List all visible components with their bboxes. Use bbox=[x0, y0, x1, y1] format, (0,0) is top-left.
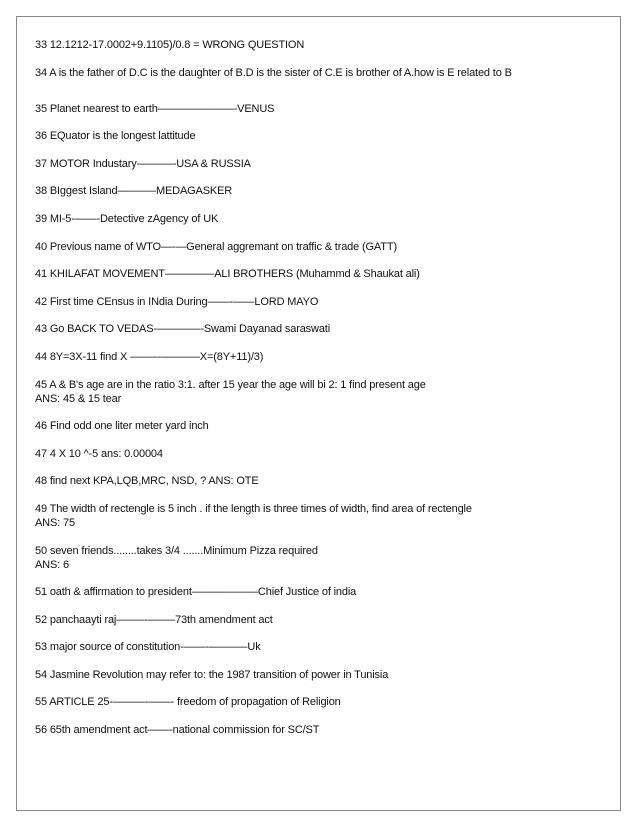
list-item: 52 panchaayti raj–——-——–73th amendment act bbox=[35, 613, 273, 626]
answer-text: ANS: 6 bbox=[35, 558, 69, 571]
list-item: 40 Previous name of WTO—-—General aggremant on traffic & trade (GATT) bbox=[35, 240, 397, 253]
list-item: 56 65th amendment act——-national commission for SC/ST bbox=[35, 724, 320, 737]
list-item: 41 KHILAFAT MOVEMENT–————ALI BROTHERS (Muhammd & Shaukat ali) bbox=[35, 268, 420, 281]
list-item: 48 find next KPA,LQB,MRC, NSD, ? ANS: OTE bbox=[35, 475, 259, 488]
list-item: 53 major source of constitution-——-———–Uk bbox=[35, 641, 261, 654]
document-body bbox=[35, 38, 615, 751]
list-item: 44 8Y=3X-11 find X –——-———–X=(8Y+11)/3) bbox=[35, 350, 264, 363]
list-item: 43 Go BACK TO VEDAS-————-Swami Dayanad saraswati bbox=[35, 323, 330, 336]
list-item: 54 Jasmine Revolution may refer to: the 1987 transition of power in Tunisia bbox=[35, 668, 389, 681]
list-item: 35 Planet nearest to earth———————-VENUS bbox=[35, 102, 275, 115]
list-item: 33 12.1212-17.0002+9.1105)/0.8 = WRONG QUESTION bbox=[35, 39, 305, 51]
list-item: 42 First time CEnsus in INdia During——-——LORD MAYO bbox=[35, 295, 319, 308]
list-item: 38 BIggest Island–———MEDAGASKER bbox=[35, 185, 233, 198]
list-item: 34 A is the father of D.C is the daughter of B.D is the sister of C.E is brother of A.how is E related to B bbox=[35, 66, 512, 79]
answer-text: ANS: 75 bbox=[35, 516, 75, 529]
list-item: 39 MI-5-——-Detective zAgency of UK bbox=[35, 212, 219, 225]
answer-text: ANS: 45 & 15 tear bbox=[35, 392, 122, 405]
list-item: 47 4 X 10 ^-5 ans: 0.00004 bbox=[35, 447, 163, 460]
list-item: 55 ARTICLE 25-———-——- freedom of propagation of Religion bbox=[35, 696, 341, 709]
list-item: 49 The width of rectengle is 5 inch . if the length is three times of width, find area of rectengle ANS: 75 bbox=[35, 502, 615, 530]
list-item: 36 EQuator is the longest lattitude bbox=[35, 130, 196, 143]
list-item: 46 Find odd one liter meter yard inch bbox=[35, 420, 209, 433]
list-item: 51 oath & affirmation to president–———–——Chief Justice of india bbox=[35, 586, 357, 599]
list-item: 37 MOTOR Industary-———-USA & RUSSIA bbox=[35, 157, 251, 170]
list-item: 50 seven friends........takes 3/4 .......Minimum Pizza required ANS: 6 bbox=[35, 544, 615, 572]
list-item: 45 A & B's age are in the ratio 3:1. after 15 year the age will bi 2: 1 find present age ANS: 45 & 15 tear bbox=[35, 378, 615, 406]
